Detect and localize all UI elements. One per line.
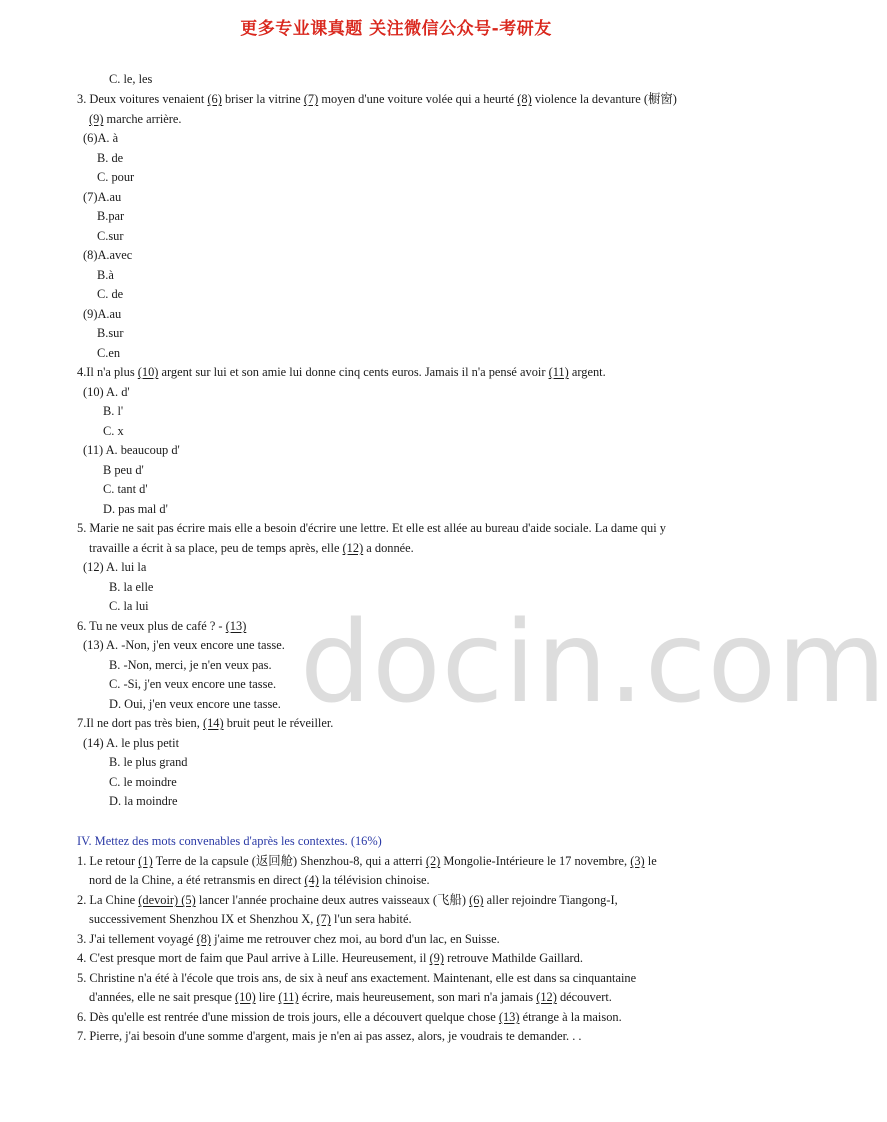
option: B peu d' — [103, 463, 144, 477]
option: C. de — [97, 287, 124, 301]
sentence-3: 3. J'ai tellement voyagé (8) j'aime me retrouver chez moi, au bord d'un lac, en Suisse. — [77, 932, 500, 946]
option: D. pas mal d' — [103, 502, 168, 516]
option: B. de — [97, 151, 124, 165]
question-5-line-2: travaille a écrit à sa place, peu de temps après, elle (12) a donnée. — [89, 541, 414, 555]
blank-8: (8) — [517, 92, 532, 106]
question-5-line-1: 5. Marie ne sait pas écrire mais elle a besoin d'écrire une lettre. Et elle est allée au bureau d'aide sociale. La dame qui y — [77, 521, 666, 535]
question-6-line-1: 6. Tu ne veux plus de café ? - (13) — [77, 619, 247, 633]
option: (7)A.au — [83, 190, 122, 204]
blank-6: (6) — [207, 92, 222, 106]
option: C. tant d' — [103, 482, 148, 496]
question-3-line-1: 3. Deux voitures venaient (6) briser la vitrine (7) moyen d'une voiture volée qui a heurté (8) violence la devanture (橱窗) — [77, 92, 677, 106]
sentence-1-line-2: nord de la Chine, a été retransmis en direct (4) la télévision chinoise. — [89, 873, 430, 887]
option: B. l' — [103, 404, 124, 418]
option: (11) A. beaucoup d' — [83, 443, 180, 457]
sentence-6: 6. Dès qu'elle est rentrée d'une mission de trois jours, elle a découvert quelque chose (13) étrange à la maison. — [77, 1010, 622, 1024]
blank-11: (11) — [548, 365, 569, 379]
sentence-5-line-1: 5. Christine n'a été à l'école que trois ans, de six à neuf ans exactement. Maintenant, elle est dans sa cinquantaine — [77, 971, 637, 985]
option: C. la lui — [109, 599, 149, 613]
option: B.à — [97, 268, 114, 282]
promo-banner: 更多专业课真题 关注微信公众号-考研友 — [240, 19, 552, 39]
option: (9)A.au — [83, 307, 122, 321]
option: (13) A. -Non, j'en veux encore une tasse. — [83, 638, 285, 652]
option: B. -Non, merci, je n'en veux pas. — [109, 658, 272, 672]
option: C. pour — [97, 170, 135, 184]
option: B.sur — [97, 326, 124, 340]
option: C. -Si, j'en veux encore une tasse. — [109, 677, 277, 691]
blank-13: (13) — [225, 619, 247, 633]
option: C. le moindre — [109, 775, 177, 789]
question-3-line-2: (9) marche arrière. — [89, 112, 182, 126]
option: D. la moindre — [109, 794, 178, 808]
option: C.sur — [97, 229, 124, 243]
blank-12: (12) — [342, 541, 364, 555]
option: (10) A. d' — [83, 385, 130, 399]
option: (12) A. lui la — [83, 560, 147, 574]
sentence-2-line-1: 2. La Chine (devoir) (5) lancer l'année prochaine deux autres vaisseaux (飞船) (6) aller rejoindre Tiangong-I, — [77, 893, 618, 907]
option: B.par — [97, 209, 125, 223]
question-7-line-1: 7.Il ne dort pas très bien, (14) bruit peut le réveiller. — [77, 716, 334, 730]
option-q2-c: C. le, les — [109, 72, 153, 86]
blank-14: (14) — [202, 716, 224, 730]
docin-watermark: docin.com — [300, 598, 887, 728]
option: C. x — [103, 424, 124, 438]
option: (14) A. le plus petit — [83, 736, 180, 750]
blank-10: (10) — [137, 365, 159, 379]
sentence-5-line-2: d'années, elle ne sait presque (10) lire (11) écrire, mais heureusement, son mari n'a jamais (12) découvert. — [89, 990, 612, 1004]
sentence-7: 7. Pierre, j'ai besoin d'une somme d'argent, mais je n'en ai pas assez, alors, je voudrais te demander. . . — [77, 1029, 582, 1043]
option: (8)A.avec — [83, 248, 133, 262]
sentence-1-line-1: 1. Le retour (1) Terre de la capsule (返回舱) Shenzhou-8, qui a atterri (2) Mongolie-Intérieure le 17 novembre, (3) le — [77, 854, 657, 868]
option: B. le plus grand — [109, 755, 188, 769]
sentence-4: 4. C'est presque mort de faim que Paul arrive à Lille. Heureusement, il (9) retrouve Mathilde Gaillard. — [77, 951, 583, 965]
sentence-2-line-2: successivement Shenzhou IX et Shenzhou X, (7) l'un sera habité. — [89, 912, 412, 926]
option: C.en — [97, 346, 121, 360]
option: B. la elle — [109, 580, 154, 594]
blank-7: (7) — [303, 92, 319, 106]
question-4-line-1: 4.Il n'a plus (10) argent sur lui et son amie lui donne cinq cents euros. Jamais il n'a pensé avoir (11) argent. — [77, 365, 606, 379]
blank-9: (9) — [89, 112, 104, 126]
option: D. Oui, j'en veux encore une tasse. — [109, 697, 281, 711]
section-iv-title: IV. Mettez des mots convenables d'après les contextes. (16%) — [77, 834, 382, 848]
option: (6)A. à — [83, 131, 119, 145]
